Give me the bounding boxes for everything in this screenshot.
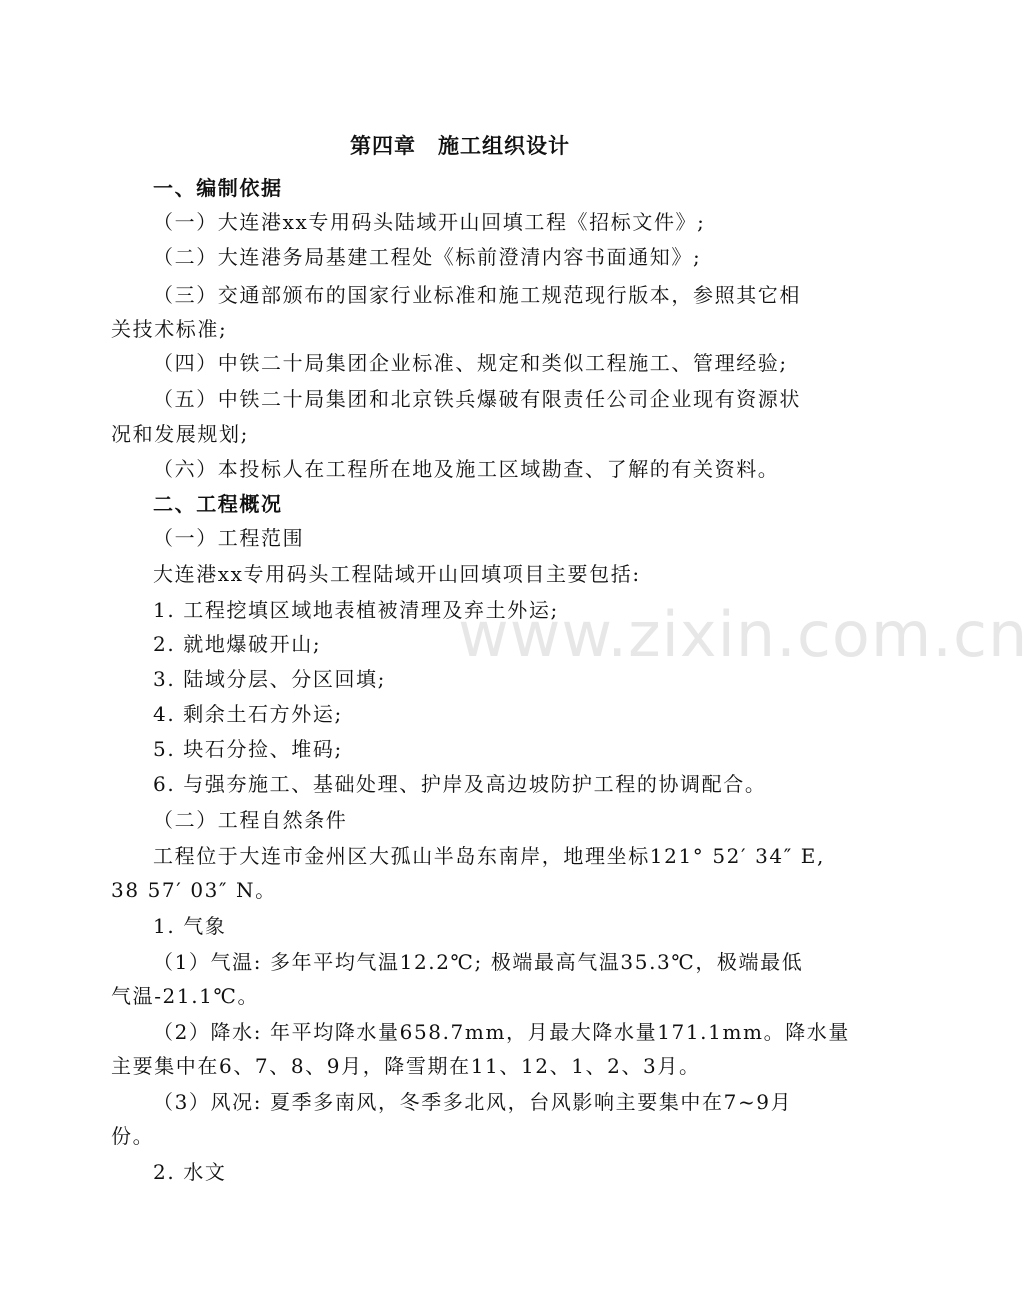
chapter-title: 第四章 施工组织设计 <box>350 133 570 158</box>
basis-item-6: （六）本投标人在工程所在地及施工区域勘查、了解的有关资料。 <box>153 457 780 481</box>
scope-item-3: 3. 陆域分层、分区回填; <box>153 667 386 691</box>
scope-item-1: 1. 工程挖填区域地表植被清理及弃土外运; <box>153 598 559 622</box>
basis-item-4: （四）中铁二十局集团企业标准、规定和类似工程施工、管理经验; <box>153 351 788 375</box>
climate-wind: （3）风况: 夏季多南风，冬季多北风，台风影响主要集中在7~9月 <box>153 1090 793 1114</box>
hydrology-heading: 2. 水文 <box>153 1160 227 1184</box>
basis-item-5-cont: 况和发展规划; <box>111 422 249 446</box>
climate-heading: 1. 气象 <box>153 914 227 938</box>
scope-item-2: 2. 就地爆破开山; <box>153 632 322 656</box>
climate-temperature-cont: 气温-21.1℃。 <box>111 984 260 1008</box>
climate-temperature: （1）气温: 多年平均气温12.2℃; 极端最高气温35.3℃，极端最低 <box>153 950 804 974</box>
site-watermark: www.zixin.com.cn <box>458 598 1028 671</box>
basis-item-2: （二）大连港务局基建工程处《标前澄清内容书面通知》; <box>153 245 702 269</box>
scope-heading: （一）工程范围 <box>153 526 305 550</box>
scope-item-6: 6. 与强夯施工、基础处理、护岸及高边坡防护工程的协调配合。 <box>153 772 767 796</box>
scope-item-4: 4. 剩余土石方外运; <box>153 702 343 726</box>
section-heading-basis: 一、编制依据 <box>153 176 283 200</box>
climate-wind-cont: 份。 <box>111 1124 155 1148</box>
natural-conditions-heading: （二）工程自然条件 <box>153 808 348 832</box>
basis-item-5: （五）中铁二十局集团和北京铁兵爆破有限责任公司企业现有资源状 <box>153 387 801 411</box>
location-line-2: 38 57′ 03″ N。 <box>111 878 277 902</box>
climate-precipitation-cont: 主要集中在6、7、8、9月，降雪期在11、12、1、2、3月。 <box>111 1054 701 1078</box>
scope-item-5: 5. 块石分捡、堆码; <box>153 737 343 761</box>
basis-item-1: （一）大连港xx专用码头陆域开山回填工程《招标文件》; <box>153 210 706 234</box>
scope-intro: 大连港xx专用码头工程陆域开山回填项目主要包括: <box>153 562 641 586</box>
basis-item-3-cont: 关技术标准; <box>111 317 228 341</box>
climate-precipitation: （2）降水: 年平均降水量658.7mm，月最大降水量171.1mm。降水量 <box>153 1020 850 1044</box>
basis-item-3: （三）交通部颁布的国家行业标准和施工规范现行版本，参照其它相 <box>153 283 801 307</box>
location-line-1: 工程位于大连市金州区大孤山半岛东南岸，地理坐标121° 52′ 34″ E, <box>153 844 825 868</box>
section-heading-overview: 二、工程概况 <box>153 492 283 516</box>
